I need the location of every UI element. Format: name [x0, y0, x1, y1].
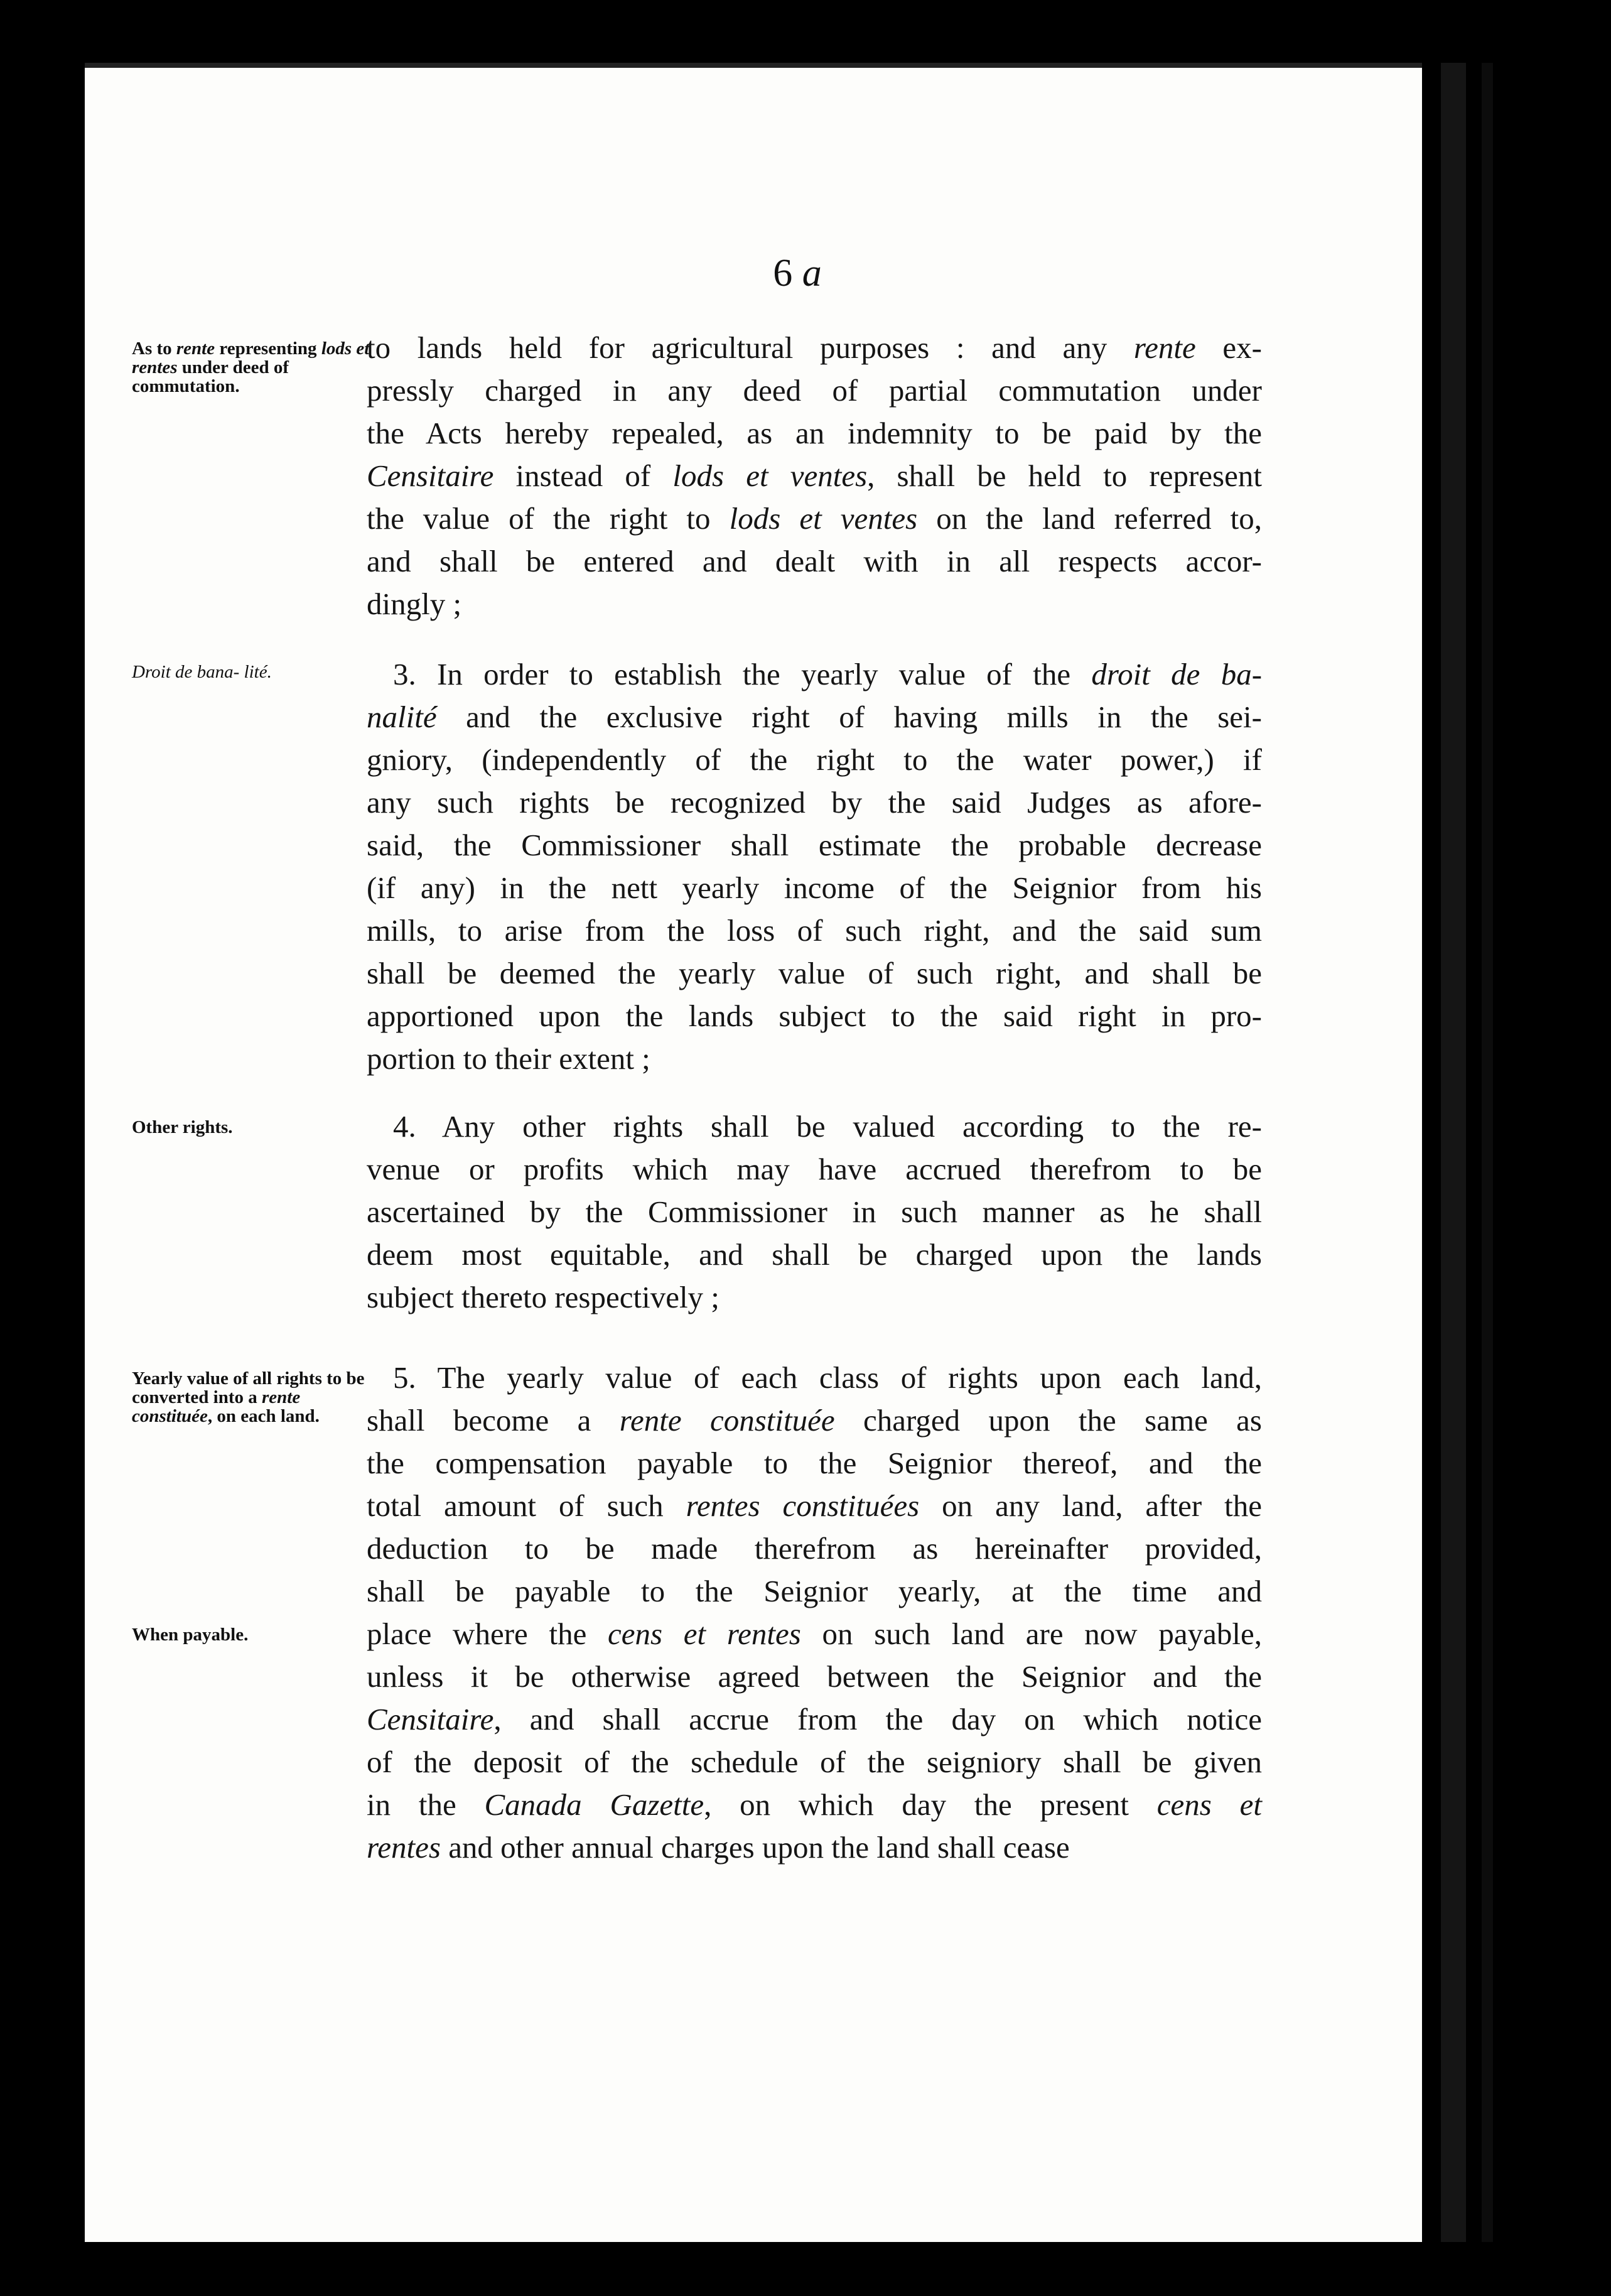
text-segment: mills, to arise from the loss of such right, and the said sum	[367, 913, 1262, 948]
text-line	[367, 369, 1262, 412]
text-segment: the Acts hereby repealed, as an indemnity to be paid by the	[367, 416, 1262, 450]
page-number-suffix: a	[802, 252, 822, 295]
text-line	[367, 867, 1262, 909]
margin-note-text: , on each land.	[207, 1406, 320, 1426]
text-line	[367, 1399, 1262, 1442]
italic-term: Censitaire	[367, 458, 494, 493]
paragraph-1	[367, 327, 1262, 625]
text-segment: 4. Any other rights shall be valued according to the re-	[393, 1109, 1262, 1144]
text-segment: instead of	[493, 458, 673, 493]
text-segment: and other annual charges upon the land shall cease	[440, 1830, 1070, 1865]
text-line	[367, 1485, 1262, 1527]
text-segment: deem most equitable, and shall be charged upon the lands	[367, 1237, 1262, 1272]
text-line	[367, 952, 1262, 995]
text-segment: unless it be otherwise agreed between the Seignior and the	[367, 1659, 1262, 1694]
text-segment: in the	[367, 1787, 485, 1822]
text-line	[367, 1356, 1262, 1399]
text-line	[367, 1276, 1262, 1319]
text-segment: the value of the right to	[367, 501, 730, 536]
text-segment: of the deposit of the schedule of the seigniory shall be given	[367, 1745, 1262, 1779]
text-segment: on such land are now payable,	[800, 1616, 1262, 1651]
margin-note-when-payable: When payable.	[132, 1625, 249, 1645]
margin-note-text: under deed of commutation.	[132, 357, 289, 396]
margin-note-italic: rente	[176, 338, 215, 359]
page-number-digit: 6	[773, 252, 793, 295]
margin-note-other-rights: Other rights.	[132, 1117, 233, 1137]
margin-note-banalite: Droit de bana- lité.	[132, 662, 272, 682]
text-segment: the compensation payable to the Seignior thereof, and the	[367, 1446, 1262, 1480]
text-line	[367, 824, 1262, 867]
italic-term: rentes constituées	[686, 1488, 920, 1523]
margin-note-italic: rente constituée	[132, 1387, 301, 1426]
text-segment: deduction to be made therefrom as hereinafter provided,	[367, 1531, 1262, 1566]
text-line	[367, 1191, 1262, 1233]
italic-term: lods et ventes	[672, 458, 868, 493]
page-number	[763, 251, 832, 296]
text-segment: any such rights be recognized by the said Judges as afore-	[367, 785, 1262, 820]
page-top-rule	[85, 63, 1422, 68]
text-segment: on any land, after the	[919, 1488, 1263, 1523]
text-segment: pressly charged in any deed of partial commutation under	[367, 373, 1262, 408]
italic-term: rente constituée	[619, 1403, 835, 1438]
italic-term: cens et rentes	[608, 1616, 801, 1651]
adjacent-page-edge	[1441, 63, 1466, 2242]
text-segment: shall become a	[367, 1403, 620, 1438]
text-segment: 5. The yearly value of each class of rights upon each land,	[393, 1360, 1262, 1395]
text-line	[367, 327, 1262, 369]
italic-term: Canada Gazette	[484, 1787, 704, 1822]
text-line	[367, 1105, 1262, 1148]
italic-term: cens et	[1156, 1787, 1262, 1822]
text-segment: ex-	[1195, 330, 1262, 365]
paragraph-3	[367, 1105, 1262, 1319]
text-segment: to lands held for agricultural purposes : and any	[367, 330, 1134, 365]
margin-note-italic: lods et rentes	[132, 338, 370, 377]
text-segment: ascertained by the Commissioner in such manner as he shall	[367, 1194, 1262, 1229]
text-line	[367, 653, 1262, 696]
italic-term: droit de ba-	[1091, 657, 1263, 691]
margin-note-rente	[132, 339, 380, 396]
text-line	[367, 455, 1262, 497]
text-segment: shall be payable to the Seignior yearly, at the time and	[367, 1574, 1262, 1608]
margin-note-yearly-value	[132, 1369, 380, 1426]
text-segment: , and shall accrue from the day on which notice	[493, 1702, 1262, 1736]
adjacent-page-edge-2	[1482, 63, 1493, 2242]
text-line	[367, 497, 1262, 540]
text-line	[367, 1148, 1262, 1191]
margin-note-text: As to	[132, 338, 176, 359]
text-line	[367, 1037, 1262, 1080]
margin-note-text: Yearly value of all rights to be converted into a	[132, 1368, 365, 1407]
text-segment: charged upon the same as	[834, 1403, 1262, 1438]
text-segment: subject thereto respectively ;	[367, 1280, 719, 1314]
text-segment: portion to their extent ;	[367, 1041, 650, 1076]
text-line	[367, 1741, 1262, 1784]
text-line	[367, 696, 1262, 739]
italic-term: Censitaire	[367, 1702, 494, 1736]
text-segment: place where the	[367, 1616, 608, 1651]
text-segment: apportioned upon the lands subject to the said right in pro-	[367, 999, 1262, 1033]
text-line	[367, 781, 1262, 824]
italic-term: rente	[1133, 330, 1196, 365]
text-line	[367, 412, 1262, 455]
text-line	[367, 739, 1262, 781]
text-segment: total amount of such	[367, 1488, 686, 1523]
text-segment: and shall be entered and dealt with in all respects accor-	[367, 544, 1262, 578]
text-line	[367, 1826, 1262, 1869]
text-line	[367, 1570, 1262, 1613]
margin-note-text: representing	[215, 338, 321, 359]
paragraph-4	[367, 1356, 1262, 1869]
text-line	[367, 540, 1262, 583]
text-line	[367, 1233, 1262, 1276]
text-line	[367, 1613, 1262, 1655]
text-line	[367, 1698, 1262, 1741]
text-segment: shall be deemed the yearly value of such right, and shall be	[367, 956, 1262, 990]
text-segment: on the land referred to,	[917, 501, 1263, 536]
text-segment: venue or profits which may have accrued therefrom to be	[367, 1152, 1262, 1186]
paragraph-2	[367, 653, 1262, 1080]
text-line	[367, 583, 1262, 625]
text-line	[367, 1442, 1262, 1485]
text-segment: , shall be held to represent	[867, 458, 1262, 493]
text-line	[367, 1655, 1262, 1698]
italic-term: rentes	[367, 1830, 441, 1865]
text-segment: gniory, (independently of the right to the water power,) if	[367, 742, 1262, 777]
text-segment: (if any) in the nett yearly income of the Seignior from his	[367, 870, 1262, 905]
italic-term: lods et ventes	[729, 501, 918, 536]
text-line	[367, 1527, 1262, 1570]
text-line	[367, 1784, 1262, 1826]
text-segment: , on which day the present	[704, 1787, 1157, 1822]
text-segment: dingly ;	[367, 587, 462, 621]
italic-term: nalité	[367, 700, 437, 734]
text-segment: 3. In order to establish the yearly value of the	[393, 657, 1092, 691]
text-line	[367, 909, 1262, 952]
text-segment: said, the Commissioner shall estimate the probable decrease	[367, 828, 1262, 862]
text-line	[367, 995, 1262, 1037]
text-segment: and the exclusive right of having mills in the sei-	[436, 700, 1262, 734]
